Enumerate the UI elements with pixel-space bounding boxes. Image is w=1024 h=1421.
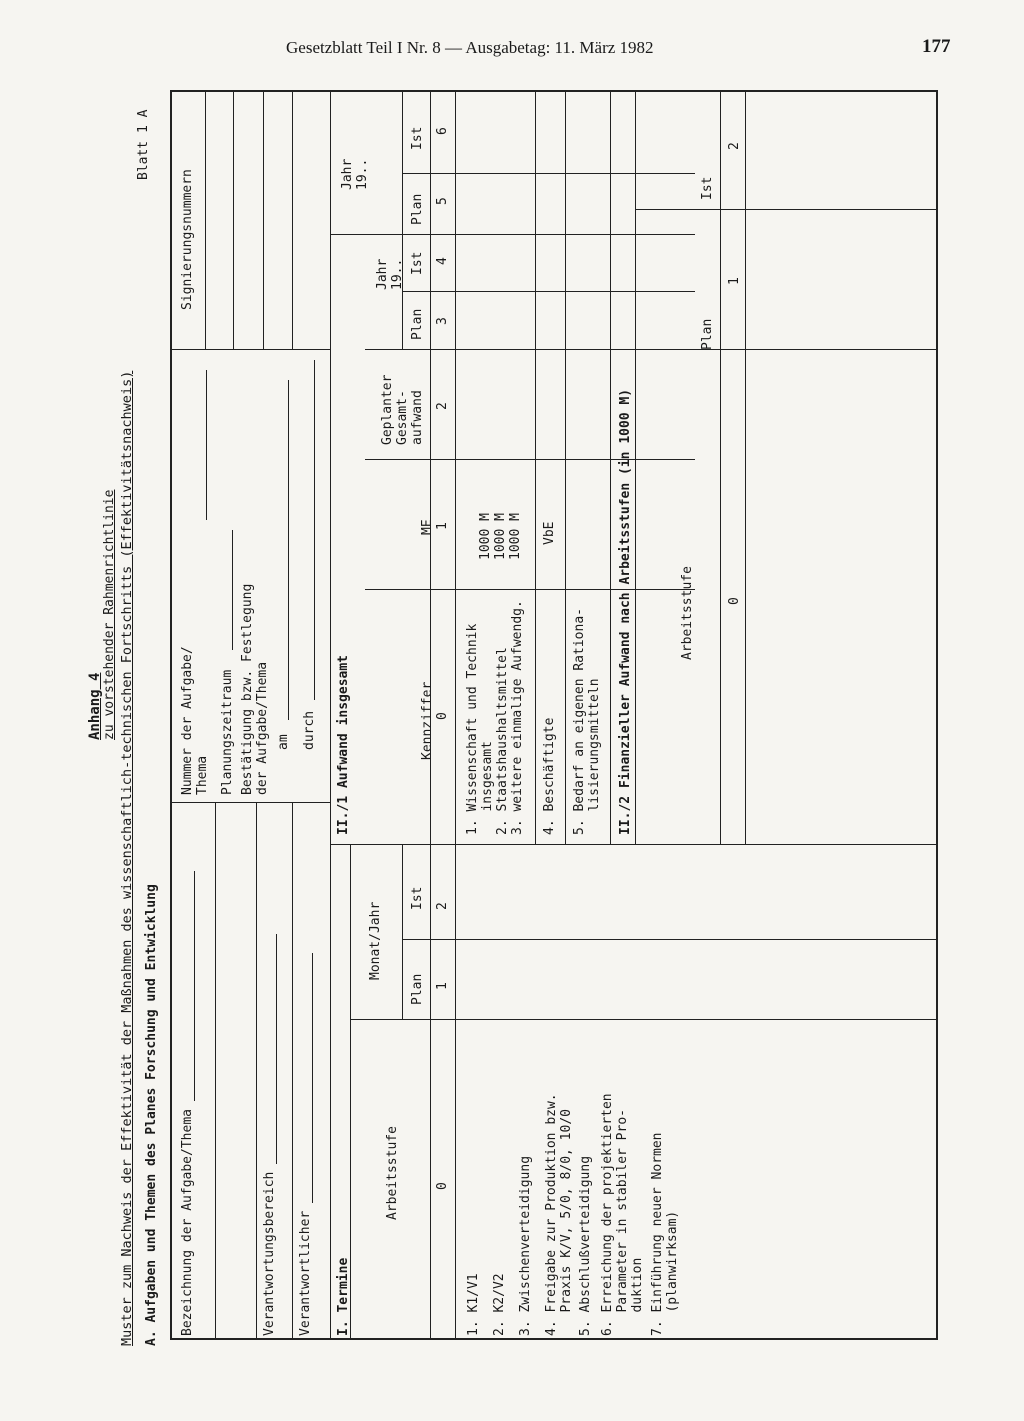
aufwand-col-geplanter: Geplanter Gesamt- aufwand — [380, 374, 425, 445]
termine-col-arbeitsstufe: Arbeitsstufe — [385, 1126, 400, 1220]
termine-title: I. Termine — [336, 1257, 351, 1336]
termine-plan: Plan — [410, 973, 425, 1005]
aufwand-plan-2: Plan — [410, 193, 425, 225]
termine-row-4: 4. Freigabe zur Produktion bzw. Praxis K/V, 5/0, 8/0, 10/0 — [544, 1093, 574, 1336]
am-label: am — [276, 734, 291, 750]
annex-label: Anhang 4 — [87, 672, 103, 740]
section-a-title: A. Aufgaben und Themen des Planes Forschung und Entwicklung — [144, 884, 159, 1346]
durch-label: durch — [302, 710, 317, 750]
termine-colnum-2: 2 — [435, 902, 450, 910]
aufwand-col-kennziffer: Kennziffer — [420, 681, 435, 760]
aufwand-jahr-2: Jahr — [340, 158, 355, 190]
verantwortlicher-label: Verantwortlicher — [298, 953, 313, 1336]
finanziell-colnum-1: 1 — [727, 277, 742, 285]
verantwortungsbereich-label: Verantwortungsbereich — [262, 934, 277, 1336]
aufwand-colnum-3: 3 — [435, 317, 450, 325]
page-header — [0, 36, 1024, 66]
bezeichnung-label: Bezeichnung der Aufgabe/Thema — [180, 871, 195, 1336]
aufwand-ist-2: Ist — [410, 126, 425, 150]
aufwand-colnum-5: 5 — [435, 197, 450, 205]
aufwand-row-wt-me: 1000 M 1000 M 1000 M — [478, 513, 523, 560]
aufwand-colnum-0: 0 — [435, 712, 450, 720]
header-title: Gesetzblatt Teil I Nr. 8 — Ausgabetag: 11. März 1982 — [286, 38, 654, 57]
aufwand-jahr-1: Jahr — [375, 258, 390, 290]
finanziell-colnum-0: 0 — [727, 597, 742, 605]
termine-row-5: 5. Abschlußverteidigung — [578, 1155, 593, 1336]
termine-row-2: 2. K2/V2 — [492, 1273, 507, 1336]
finanziell-colnum-2: 2 — [727, 142, 742, 150]
aufwand-colnum-1: 1 — [435, 522, 450, 530]
termine-col-monat-jahr: Monat/Jahr — [368, 901, 383, 980]
termine-ist: Ist — [410, 886, 425, 910]
aufwand-colnum-2: 2 — [435, 402, 450, 410]
aufwand-title: II./1 Aufwand insgesamt — [336, 654, 351, 835]
termine-colnum-0: 0 — [435, 1182, 450, 1190]
finanziell-col-arbeitsstufe: Arbeitsstufe — [680, 566, 695, 660]
termine-row-7: 7. Einführung neuer Normen (planwirksam) — [650, 1132, 680, 1336]
annex-subtitle: zu vorstehender Rahmenrichtlinie — [102, 489, 117, 740]
aufwand-plan-1: Plan — [410, 308, 425, 340]
signierung-label: Signierungsnummern — [180, 169, 195, 310]
rotated-form-sheet — [80, 70, 960, 1350]
aufwand-ist-1: Ist — [410, 251, 425, 275]
termine-row-3: 3. Zwischenverteidigung — [518, 1155, 533, 1336]
planungszeitraum-label: Planungszeitraum — [220, 669, 235, 795]
termine-row-6: 6. Erreichung der projektierten Parameter in stabiler Pro- duktion — [600, 1093, 645, 1336]
finanziell-ist: Ist — [700, 176, 715, 200]
aufwand-row-beschaeftigte: 4. Beschäftigte — [542, 717, 557, 835]
finanziell-plan: Plan — [700, 318, 715, 350]
aufwand-jahr-2-val: 19.. — [355, 158, 370, 190]
aufwand-colnum-6: 6 — [435, 127, 450, 135]
finanziell-title: II./2 Finanzieller Aufwand nach Arbeitsstufen (in 1000 M) — [618, 388, 633, 835]
aufwand-row-ratio: 5. Bedarf an eigenen Rationa- lisierungsmitteln — [572, 608, 602, 835]
aufwand-col-me: ME — [420, 519, 435, 535]
aufwand-colnum-4: 4 — [435, 257, 450, 265]
form-title: Muster zum Nachweis der Effektivität der Maßnahmen des wissenschaftlich-technischen Fortschritts (Effektivitätsnachweis) — [119, 370, 135, 1346]
blatt-label: Blatt 1 A — [136, 109, 151, 180]
nummer-label: Nummer der Aufgabe/ Thema — [180, 646, 210, 795]
aufwand-row-wt: 1. Wissenschaft und Technik insgesamt 2. Staatshaushaltsmittel 3. weitere einmalige Aufwendg. — [465, 600, 525, 835]
termine-row-1: 1. K1/V1 — [466, 1273, 481, 1336]
bestaetigung-label: Bestätigung bzw. Festlegung der Aufgabe/Thema — [240, 583, 270, 795]
aufwand-jahr-1-val: 19.. — [390, 258, 405, 290]
page-number: 177 — [922, 36, 951, 57]
termine-colnum-1: 1 — [435, 982, 450, 990]
aufwand-row-beschaeftigte-me: VbE — [542, 521, 557, 545]
